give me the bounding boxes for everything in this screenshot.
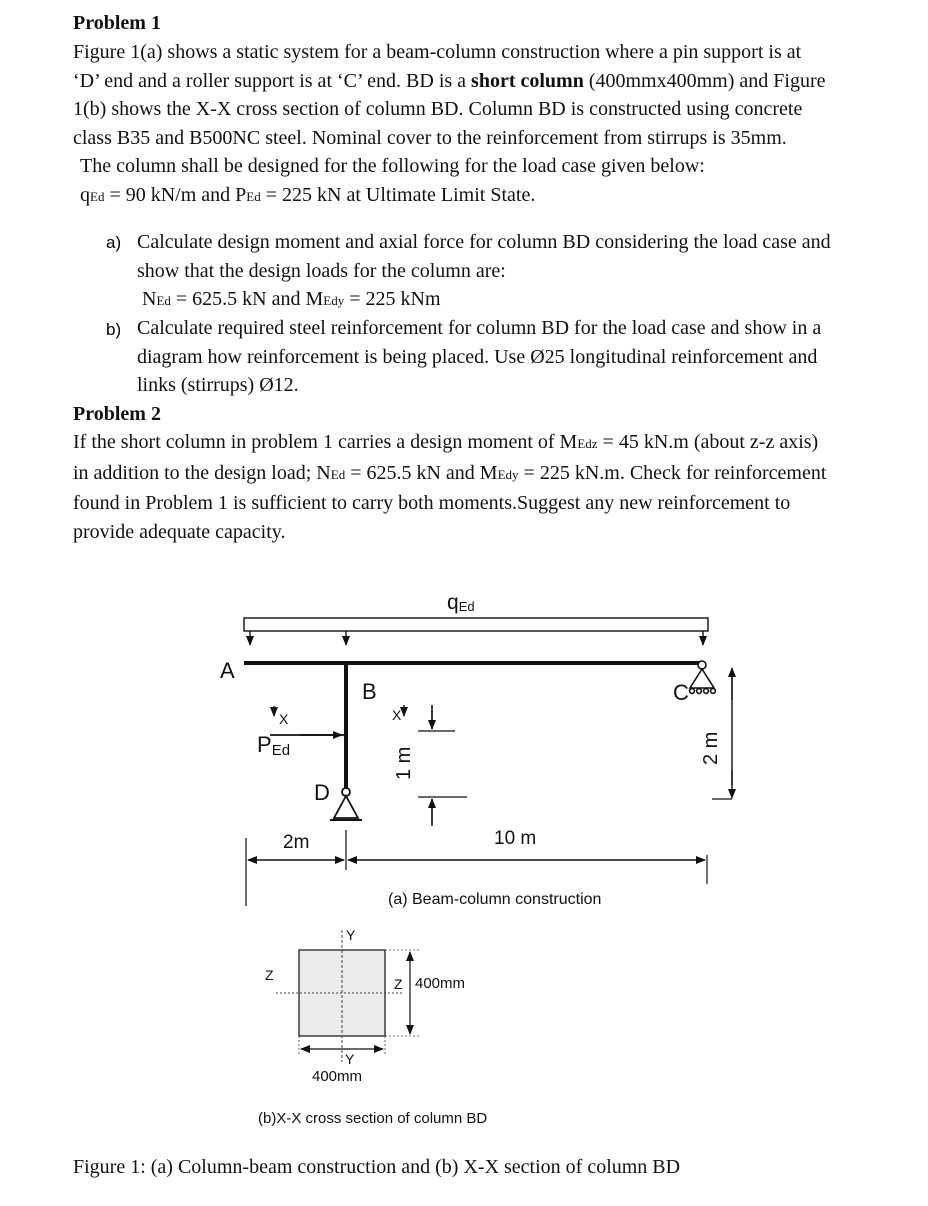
intro-line-1: Figure 1(a) shows a static system for a beam-column construction where a pin support is at (73, 41, 802, 63)
p2-line-4: provide adequate capacity. (73, 520, 286, 543)
p2-medz-subscript: Edz (577, 436, 598, 451)
pin-support-d (330, 788, 362, 820)
dim-2m-vert-label: 2 m (700, 731, 722, 765)
caption-b: (b)X-X cross section of column BD (258, 1110, 488, 1127)
p2-line-3: found in Problem 1 is sufficient to carry both moments.Suggest any new reinforcement to (73, 492, 791, 514)
item-b-line-1: Calculate required steel reinforcement for column BD for the load case and show in a (137, 317, 822, 339)
intro-line-2-bold: short column (471, 69, 584, 92)
medy-value: = 225 kNm (344, 288, 441, 310)
intro-line-5: The column shall be designed for the following for the load case given below: (80, 155, 705, 177)
ned-subscript: Ed (156, 293, 171, 308)
label-a: A (220, 658, 235, 683)
x-label-right: X (392, 707, 402, 723)
intro-line-4: class B35 and B500NC steel. Nominal cover to the reinforcement from stirrups is 35mm. (73, 126, 787, 149)
intro-line-2-end: (400mmx400mm) and Figure (583, 69, 826, 92)
medy-subscript: Edy (323, 293, 345, 308)
item-b-line-3: links (stirrups) Ø12. (137, 374, 299, 396)
item-a-line-2: show that the design loads for the column are: (137, 259, 506, 282)
cross-section (276, 930, 420, 1062)
problem1-heading: Problem 1 (73, 12, 161, 34)
ned-value: = 625.5 kN and M (170, 288, 324, 310)
p2-line-2b: = 625.5 kN and M (345, 461, 498, 484)
label-c: C (673, 680, 689, 705)
ped-value: = 225 kN at Ultimate Limit State. (260, 183, 536, 206)
label-d: D (314, 780, 330, 805)
item-a-mark: a) (106, 233, 122, 252)
intro-line-2-start: ‘D’ end and a roller support is at ‘C’ end. BD is a (73, 69, 472, 92)
qed-subscript: Ed (90, 188, 105, 204)
figure-caption: Figure 1: (a) Column-beam construction and (b) X-X section of column BD (73, 1156, 681, 1178)
section-y-bottom: Y (345, 1051, 355, 1067)
dim-10m-label: 10 m (494, 828, 537, 849)
section-width-label: 400mm (312, 1068, 363, 1085)
roller-support-c (690, 661, 716, 693)
p2-medy-subscript: Edy (497, 466, 519, 482)
p2-line-2c: = 225 kN.m. Check for reinforcement (518, 461, 827, 484)
problem2-heading: Problem 2 (73, 403, 161, 425)
section-z-right: Z (394, 976, 403, 992)
dim-1m-label: 1 m (393, 746, 415, 780)
label-b: B (362, 679, 377, 704)
p2-line-1b: = 45 kN.m (about z-z axis) (597, 431, 819, 453)
intro-line-3: 1(b) shows the X-X cross section of column BD. Column BD is constructed using concrete (73, 98, 803, 120)
qed-label: qEd (447, 591, 475, 614)
item-b-line-2: diagram how reinforcement is being placed. Use Ø25 longitudinal reinforcement and (137, 345, 818, 368)
qed-symbol: q (80, 183, 90, 206)
dim-2m-label: 2m (283, 832, 310, 853)
p2-ned-subscript: Ed (330, 466, 346, 482)
caption-a: (a) Beam-column construction (388, 891, 602, 908)
p2-line-2a: in addition to the design load; N (73, 461, 331, 484)
ped-subscript: Ed (246, 188, 261, 204)
section-y-top: Y (346, 927, 356, 943)
section-height-label: 400mm (415, 975, 466, 992)
section-z-left: Z (265, 967, 274, 983)
x-label-left: X (279, 711, 289, 727)
qed-value: = 90 kN/m and P (104, 183, 247, 206)
item-a-line-1: Calculate design moment and axial force for column BD considering the load case and (137, 231, 831, 253)
p2-line-1a: If the short column in problem 1 carries a design moment of M (73, 431, 578, 453)
item-b-mark: b) (106, 320, 122, 339)
ped-label: PEd (257, 732, 291, 759)
ned-symbol: N (142, 288, 157, 310)
distributed-load (244, 618, 708, 645)
